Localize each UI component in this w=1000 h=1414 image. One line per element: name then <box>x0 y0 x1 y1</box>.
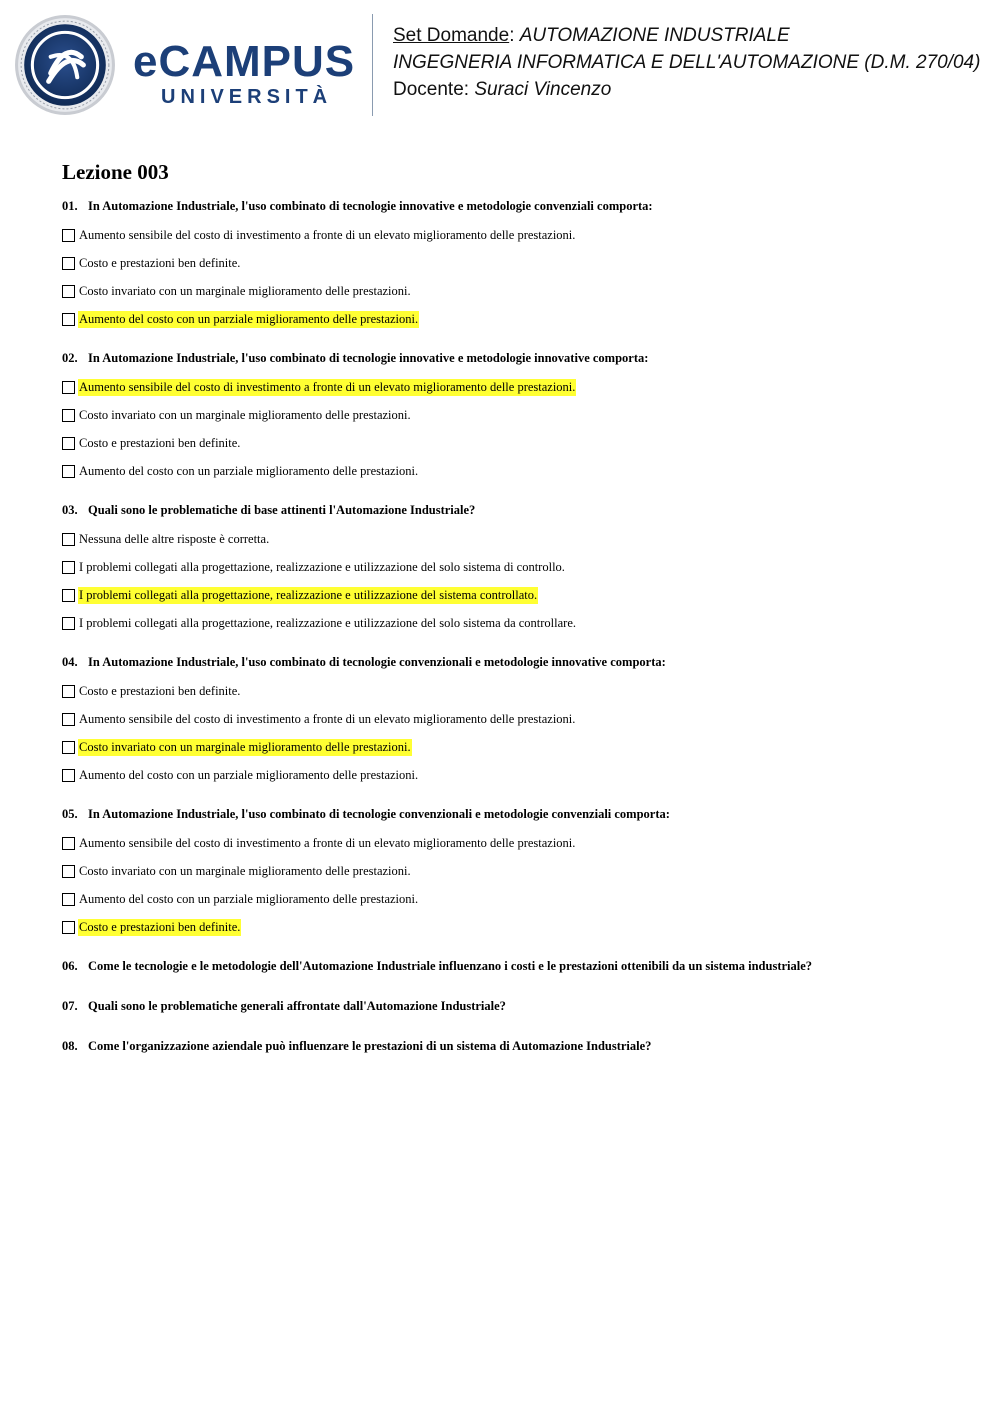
question-number: 08. <box>62 1039 78 1053</box>
answer-text: Costo e prestazioni ben definite. <box>79 435 241 450</box>
set-label: Set Domande <box>393 25 510 46</box>
answer-checkbox[interactable] <box>62 285 75 298</box>
teacher-label: Docente: <box>393 79 470 100</box>
answer-checkbox[interactable] <box>62 257 75 270</box>
answer-checkbox[interactable] <box>62 713 75 726</box>
question-label: Come le tecnologie e le metodologie dell'Automazione Industriale influenzano i costi e le prestazioni ottenibili da un sistema industriale? <box>88 959 813 973</box>
question-text <box>62 807 962 822</box>
question-number: 02. <box>62 351 78 365</box>
question-label: Quali sono le problematiche di base attinenti l'Automazione Industriale? <box>88 503 476 517</box>
lesson-title: Lezione 003 <box>62 160 169 184</box>
answer-option[interactable] <box>62 705 962 733</box>
answer-checkbox[interactable] <box>62 921 75 934</box>
answer-text: Costo invariato con un marginale miglioramento delle prestazioni. <box>79 863 411 878</box>
answer-text: Aumento sensibile del costo di investimento a fronte di un elevato miglioramento delle prestazioni. <box>79 835 576 850</box>
answer-text-highlighted: Aumento sensibile del costo di investimento a fronte di un elevato miglioramento delle prestazioni. <box>79 379 576 394</box>
question-label: Come l'organizzazione aziendale può influenzare le prestazioni di un sistema di Automazione Industriale? <box>88 1039 652 1053</box>
answer-option[interactable] <box>62 857 962 885</box>
question-label: In Automazione Industriale, l'uso combinato di tecnologie innovative e metodologie innovative comporta: <box>88 351 649 365</box>
question-block <box>62 351 962 485</box>
answer-option[interactable] <box>62 581 962 609</box>
answer-option[interactable] <box>62 609 962 637</box>
answer-option[interactable] <box>62 429 962 457</box>
question-label: In Automazione Industriale, l'uso combinato di tecnologie innovative e metodologie convenziali comporta: <box>88 199 653 213</box>
answer-checkbox[interactable] <box>62 617 75 630</box>
answer-text: Aumento del costo con un parziale miglioramento delle prestazioni. <box>79 767 419 782</box>
answer-checkbox[interactable] <box>62 437 75 450</box>
answer-option[interactable] <box>62 829 962 857</box>
answer-text: Costo invariato con un marginale miglioramento delle prestazioni. <box>79 407 411 422</box>
answer-option[interactable] <box>62 277 962 305</box>
answer-checkbox[interactable] <box>62 865 75 878</box>
answer-checkbox[interactable] <box>62 589 75 602</box>
teacher-name: Suraci Vincenzo <box>474 79 612 100</box>
answer-option[interactable] <box>62 249 962 277</box>
answer-option[interactable] <box>62 457 962 485</box>
question-number: 04. <box>62 655 78 669</box>
question-text <box>62 199 962 214</box>
answer-option[interactable] <box>62 221 962 249</box>
question-number: 03. <box>62 503 78 517</box>
question-label: In Automazione Industriale, l'uso combinato di tecnologie convenzionali e metodologie innovative comporta: <box>88 655 666 669</box>
answer-checkbox[interactable] <box>62 381 75 394</box>
answer-option[interactable] <box>62 401 962 429</box>
brand-name: eCAMPUS <box>133 37 356 86</box>
question-block <box>62 655 962 789</box>
course-line <box>393 49 980 76</box>
question-number: 07. <box>62 999 78 1013</box>
answer-checkbox[interactable] <box>62 685 75 698</box>
question-list <box>62 199 962 941</box>
brand-subtitle: UNIVERSITÀ <box>161 86 333 108</box>
document-header <box>0 0 1000 130</box>
answer-checkbox[interactable] <box>62 313 75 326</box>
open-question-text <box>62 1039 962 1054</box>
question-label: In Automazione Industriale, l'uso combinato di tecnologie convenzionali e metodologie convenziali comporta: <box>88 807 670 821</box>
question-number: 01. <box>62 199 78 213</box>
answer-text-highlighted: I problemi collegati alla progettazione, realizzazione e utilizzazione del sistema controllato. <box>79 587 538 602</box>
open-question-text <box>62 999 962 1014</box>
answer-text: I problemi collegati alla progettazione, realizzazione e utilizzazione del solo sistema da controllare. <box>79 615 577 630</box>
answer-option[interactable] <box>62 373 962 401</box>
answer-checkbox[interactable] <box>62 741 75 754</box>
answer-text: Costo e prestazioni ben definite. <box>79 255 241 270</box>
answer-option[interactable] <box>62 525 962 553</box>
answer-text: Aumento sensibile del costo di investimento a fronte di un elevato miglioramento delle prestazioni. <box>79 227 576 242</box>
answer-text: Aumento sensibile del costo di investimento a fronte di un elevato miglioramento delle prestazioni. <box>79 711 576 726</box>
question-number: 05. <box>62 807 78 821</box>
answer-text-highlighted: Costo e prestazioni ben definite. <box>79 919 241 934</box>
answer-checkbox[interactable] <box>62 409 75 422</box>
answer-text: Aumento del costo con un parziale miglioramento delle prestazioni. <box>79 891 419 906</box>
answer-option[interactable] <box>62 885 962 913</box>
answer-option[interactable] <box>62 677 962 705</box>
question-block <box>62 503 962 637</box>
main-content <box>62 160 962 1079</box>
answer-checkbox[interactable] <box>62 465 75 478</box>
question-text <box>62 655 962 670</box>
open-question-list <box>62 959 962 1054</box>
answer-text: Costo e prestazioni ben definite. <box>79 683 241 698</box>
answer-option[interactable] <box>62 553 962 581</box>
header-info <box>393 22 980 103</box>
university-seal-logo <box>14 14 116 116</box>
answer-text: Costo invariato con un marginale miglioramento delle prestazioni. <box>79 283 411 298</box>
answer-option[interactable] <box>62 761 962 789</box>
answer-text-highlighted: Costo invariato con un marginale miglioramento delle prestazioni. <box>79 739 411 754</box>
course-name: INGEGNERIA INFORMATICA E DELL'AUTOMAZIONE (D.M. 270/04) <box>393 52 981 73</box>
answer-text-highlighted: Aumento del costo con un parziale miglioramento delle prestazioni. <box>79 311 419 326</box>
answer-checkbox[interactable] <box>62 769 75 782</box>
answer-checkbox[interactable] <box>62 837 75 850</box>
answer-text: I problemi collegati alla progettazione, realizzazione e utilizzazione del solo sistema di controllo. <box>79 559 565 574</box>
answer-text: Aumento del costo con un parziale miglioramento delle prestazioni. <box>79 463 419 478</box>
answer-option[interactable] <box>62 913 962 941</box>
set-line: Set Domande: AUTOMAZIONE INDUSTRIALE <box>393 25 790 46</box>
brand-logo <box>133 37 356 109</box>
answer-option[interactable] <box>62 733 962 761</box>
answer-checkbox[interactable] <box>62 229 75 242</box>
question-label: Quali sono le problematiche generali affrontate dall'Automazione Industriale? <box>88 999 506 1013</box>
answer-checkbox[interactable] <box>62 533 75 546</box>
set-title: AUTOMAZIONE INDUSTRIALE <box>519 25 790 46</box>
question-block <box>62 199 962 333</box>
answer-checkbox[interactable] <box>62 561 75 574</box>
teacher-line <box>393 76 980 103</box>
answer-option[interactable] <box>62 305 962 333</box>
answer-checkbox[interactable] <box>62 893 75 906</box>
question-number: 06. <box>62 959 78 973</box>
question-text <box>62 351 962 366</box>
question-block <box>62 807 962 941</box>
open-question-text <box>62 959 962 974</box>
question-text <box>62 503 962 518</box>
answer-text: Nessuna delle altre risposte è corretta. <box>79 531 270 546</box>
header-divider <box>372 14 373 116</box>
